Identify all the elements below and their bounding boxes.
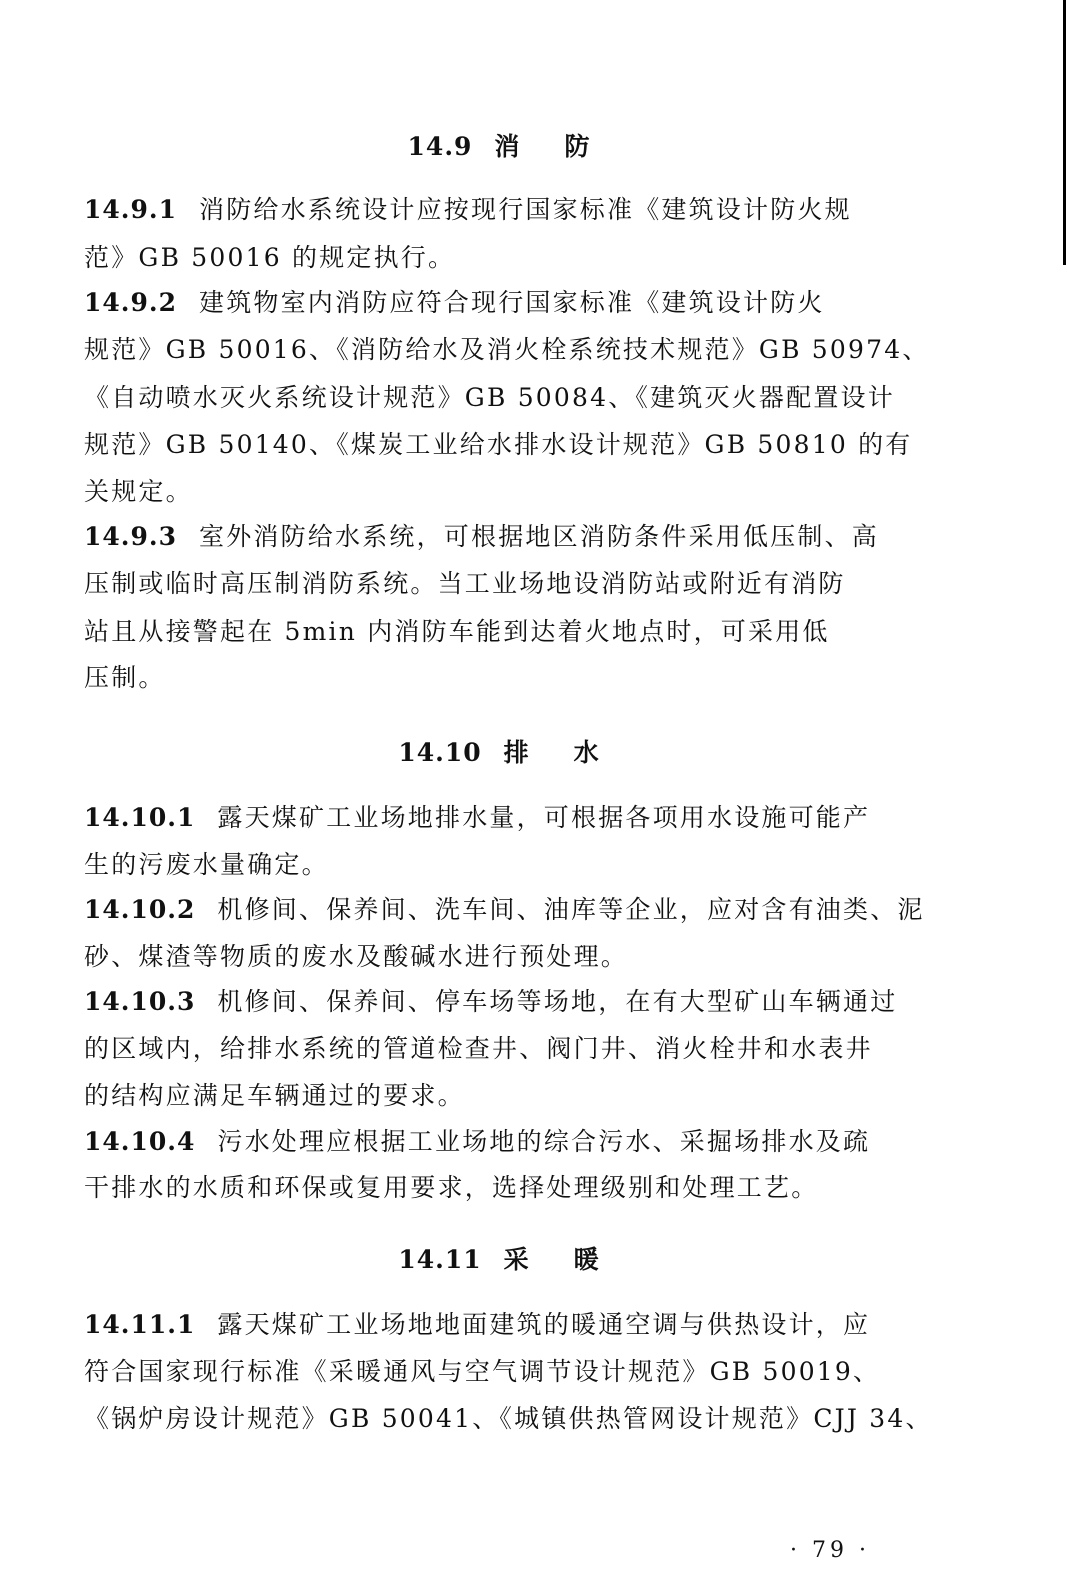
clause-14-9-2-line-5	[84, 477, 914, 507]
clause-text: 露天煤矿工业场地排水量，可根据各项用水设施可能产	[217, 803, 871, 832]
clause-14-10-1-line-2	[84, 850, 914, 880]
clause-14-10-2-line-1	[84, 895, 925, 925]
clause-14-9-2-line-2	[84, 335, 930, 365]
clause-14-10-2-line-2	[84, 942, 914, 972]
clause-number: 14.9.1	[84, 195, 177, 224]
clause-text: 消防给水系统设计应按现行国家标准《建筑设计防火规	[199, 195, 852, 224]
section-heading-14-9	[84, 127, 914, 163]
clause-text: 规范》GB 50016、《消防给水及消火栓系统技术规范》GB 50974、	[84, 335, 930, 364]
clause-14-9-3-line-4	[84, 663, 914, 693]
clause-14-9-2-line-3	[84, 383, 914, 413]
clause-text: 范》GB 50016 的规定执行。	[84, 243, 456, 272]
scan-border-edge	[1063, 0, 1066, 265]
clause-text: 露天煤矿工业场地地面建筑的暖通空调与供热设计，应	[217, 1310, 871, 1339]
section-number: 14.9	[407, 132, 473, 161]
clause-14-11-1-line-3	[84, 1404, 933, 1434]
clause-14-9-2-line-1	[84, 288, 914, 318]
clause-14-10-1-line-1	[84, 803, 914, 833]
clause-14-9-3-line-1	[84, 522, 914, 552]
clause-14-10-3-line-1	[84, 987, 914, 1017]
clause-text: 污水处理应根据工业场地的综合污水、采掘场排水及疏	[217, 1127, 871, 1156]
clause-14-10-3-line-2	[84, 1034, 914, 1064]
section-number: 14.10	[398, 738, 482, 767]
clause-14-11-1-line-1	[84, 1310, 914, 1340]
clause-text: 关规定。	[84, 477, 193, 506]
clause-text: 建筑物室内消防应符合现行国家标准《建筑设计防火	[199, 288, 825, 317]
clause-14-9-2-line-4	[84, 430, 914, 460]
section-title-char: 暖	[573, 1245, 600, 1274]
clause-14-10-3-line-3	[84, 1081, 914, 1111]
clause-number: 14.10.2	[84, 895, 196, 924]
page-number: · 79 ·	[790, 1538, 870, 1563]
clause-text: 砂、煤渣等物质的废水及酸碱水进行预处理。	[84, 942, 629, 971]
clause-14-9-3-line-3	[84, 617, 914, 647]
clause-text: 压制或临时高压制消防系统。当工业场地设消防站或附近有消防	[84, 569, 846, 598]
clause-text: 生的污废水量确定。	[84, 850, 329, 879]
clause-number: 14.10.3	[84, 987, 196, 1016]
clause-number: 14.11.1	[84, 1310, 196, 1339]
section-title-char: 消	[494, 132, 521, 161]
clause-text: 的区域内，给排水系统的管道检查井、阀门井、消火栓井和水表井	[84, 1034, 873, 1063]
clause-number: 14.9.3	[84, 522, 177, 551]
clause-14-9-3-line-2	[84, 569, 914, 599]
clause-number: 14.9.2	[84, 288, 177, 317]
section-title-char: 水	[573, 738, 600, 767]
clause-text: 符合国家现行标准《采暖通风与空气调节设计规范》GB 50019、	[84, 1357, 881, 1386]
section-heading-14-11	[84, 1240, 914, 1276]
clause-text: 室外消防给水系统，可根据地区消防条件采用低压制、高	[199, 522, 880, 551]
clause-number: 14.10.1	[84, 803, 196, 832]
clause-number: 14.10.4	[84, 1127, 196, 1156]
clause-text: 《自动喷水灭火系统设计规范》GB 50084、《建筑灭火器配置设计	[84, 383, 895, 412]
section-number: 14.11	[398, 1245, 482, 1274]
clause-text: 机修间、保养间、停车场等场地，在有大型矿山车辆通过	[217, 987, 898, 1016]
section-heading-14-10	[84, 733, 914, 769]
section-title-char: 采	[503, 1245, 530, 1274]
clause-text: 机修间、保养间、洗车间、油库等企业，应对含有油类、泥	[217, 895, 925, 924]
section-title-char: 防	[564, 132, 591, 161]
clause-14-10-4-line-2	[84, 1173, 914, 1203]
clause-14-10-4-line-1	[84, 1127, 914, 1157]
section-title-char: 排	[503, 738, 530, 767]
clause-14-9-1-line-2	[84, 243, 914, 273]
clause-14-11-1-line-2	[84, 1357, 914, 1387]
clause-text: 规范》GB 50140、《煤炭工业给水排水设计规范》GB 50810 的有	[84, 430, 913, 459]
clause-text: 的结构应满足车辆通过的要求。	[84, 1081, 465, 1110]
clause-14-9-1-line-1	[84, 195, 914, 225]
clause-text: 压制。	[84, 663, 166, 692]
clause-text: 干排水的水质和环保或复用要求，选择处理级别和处理工艺。	[84, 1173, 819, 1202]
clause-text: 站且从接警起在 5min 内消防车能到达着火地点时，可采用低	[84, 617, 830, 646]
clause-text: 《锅炉房设计规范》GB 50041、《城镇供热管网设计规范》CJJ 34、	[84, 1404, 933, 1433]
